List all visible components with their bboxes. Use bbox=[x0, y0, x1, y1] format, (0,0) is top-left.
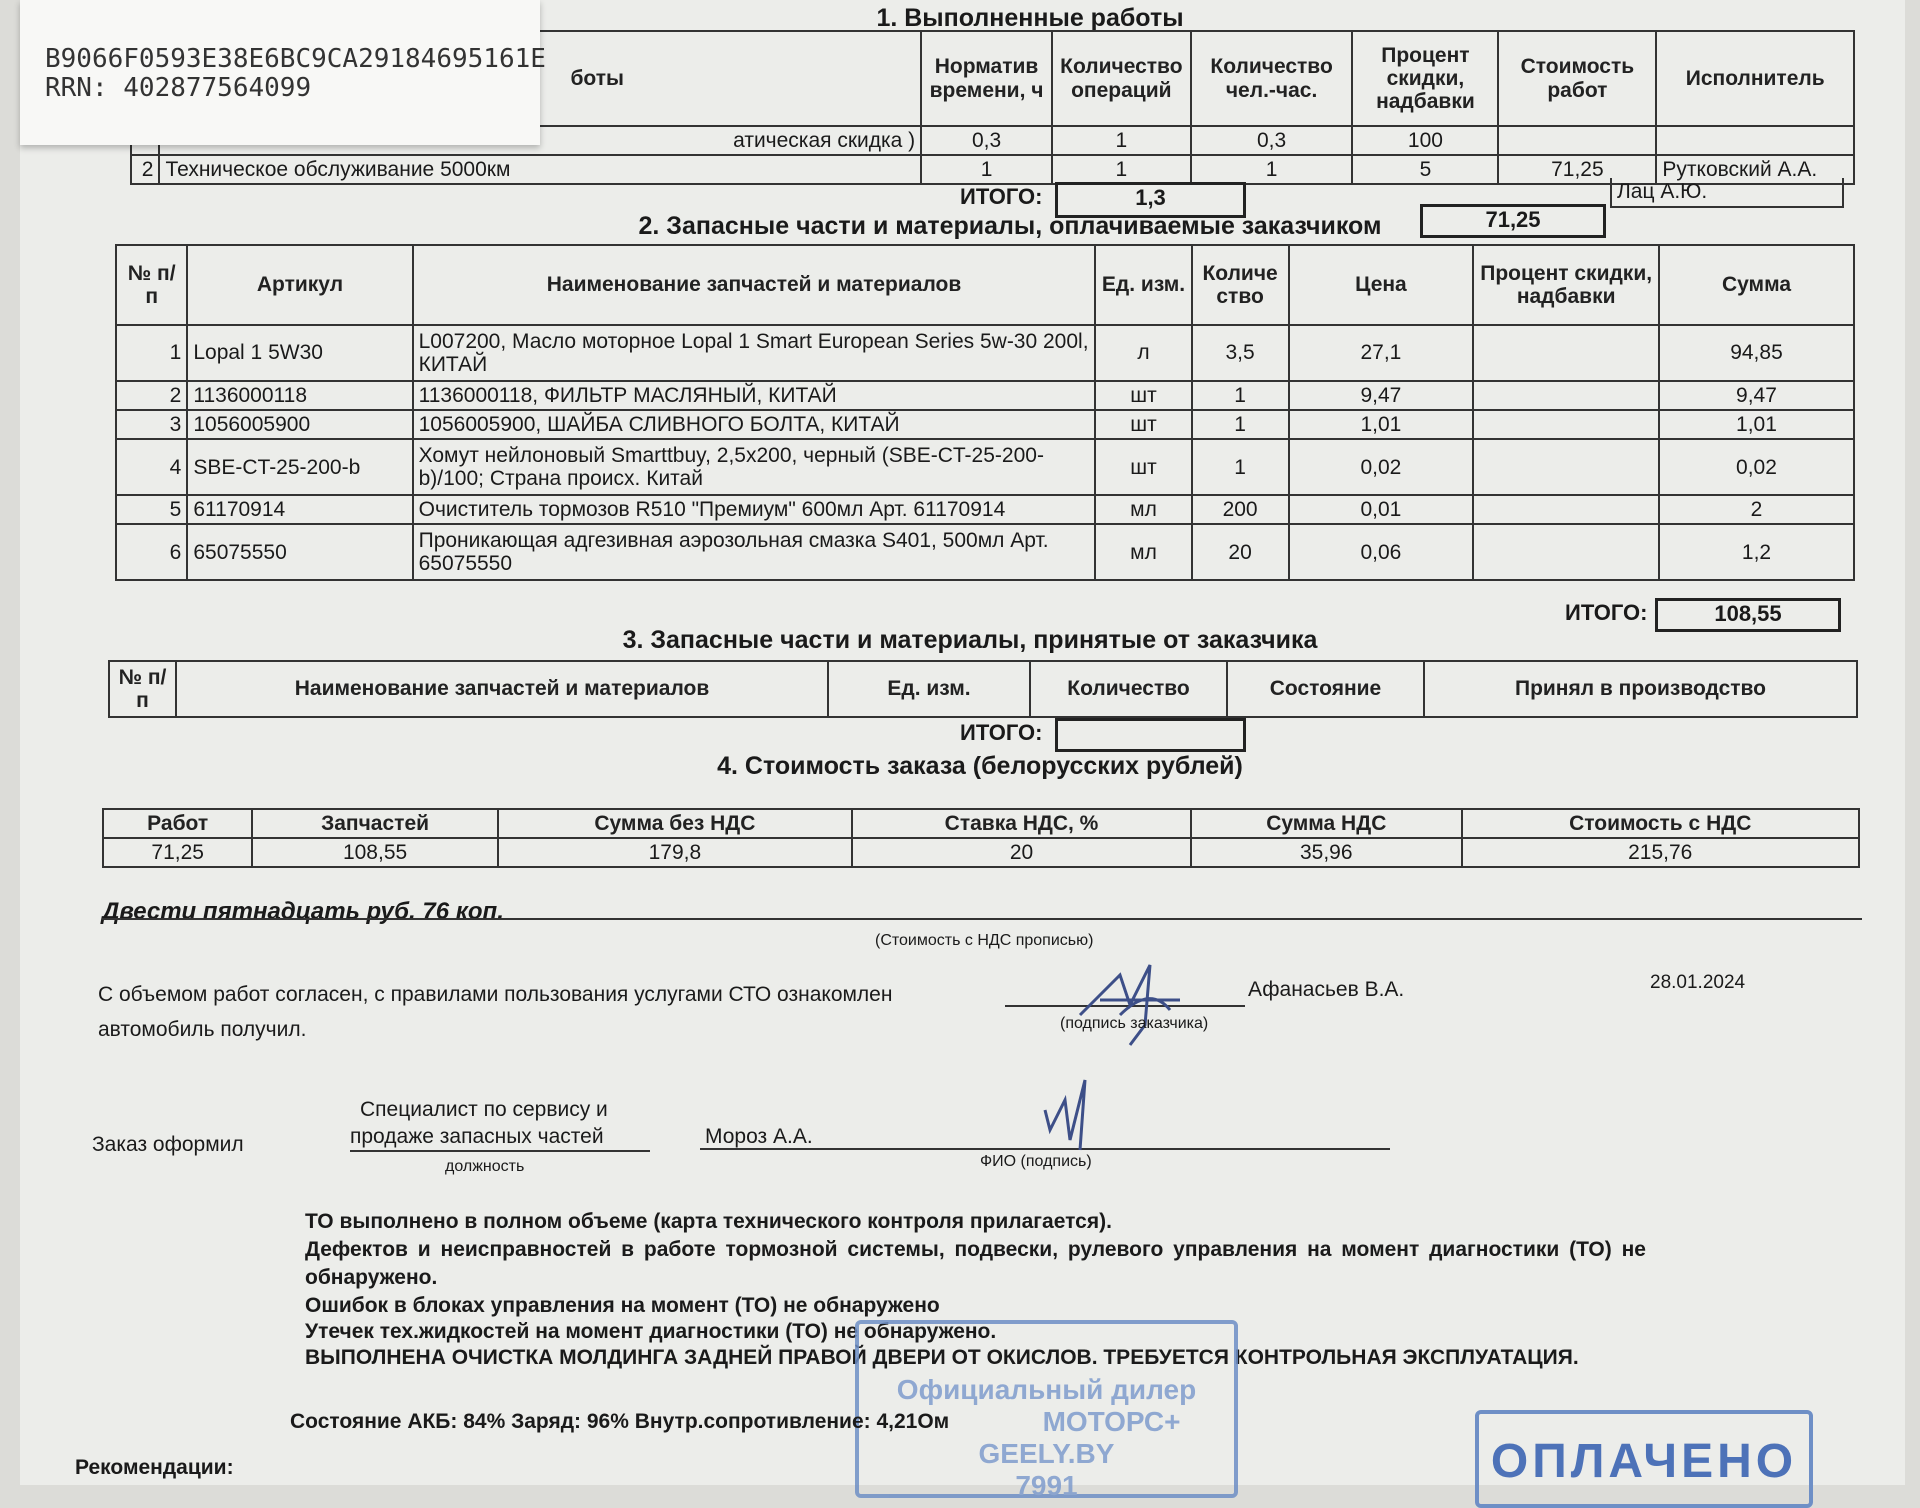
table-row: 6 65075550 Проникающая адгезивная аэрозольная смазка S401, 500мл Арт. 65075550 мл 20 0,06 1,2 bbox=[116, 524, 1854, 580]
issued-position-1: Специалист по сервису и bbox=[360, 1098, 608, 1121]
parts-header-qty: Количе ство bbox=[1192, 245, 1289, 325]
note-1: ТО выполнено в полном объеме (карта технического контроля прилагается). bbox=[305, 1210, 1112, 1233]
parts-header-name: Наименование запчастей и материалов bbox=[413, 245, 1096, 325]
receipt-line-2: RRN: 402877564099 bbox=[45, 72, 312, 103]
parts-table bbox=[115, 244, 1855, 581]
note-4: Ошибок в блоках управления на момент (ТО) не обнаружено bbox=[305, 1294, 940, 1317]
oc-header-sum: Сумма без НДС bbox=[498, 809, 852, 838]
oc-header-works: Работ bbox=[103, 809, 252, 838]
oc-header-total: Стоимость с НДС bbox=[1462, 809, 1860, 838]
cp-header-qty: Количество bbox=[1030, 661, 1227, 717]
works-header-ops: Количество операций bbox=[1052, 31, 1191, 126]
works-total-label: ИТОГО: bbox=[960, 184, 1043, 209]
works-total-cost: 71,25 bbox=[1420, 204, 1606, 238]
parts-header-num: № п/п bbox=[116, 245, 187, 325]
agreement-text-2: автомобиль получил. bbox=[98, 1018, 307, 1041]
issued-name: Мороз А.А. bbox=[705, 1125, 813, 1148]
dealer-stamp: Официальный дилер МОТОРС+ GEELY.BY 7991 bbox=[855, 1320, 1238, 1498]
table-row: 2 Техническое обслуживание 5000км 1 1 1 5 71,25 Рутковский А.А. bbox=[131, 155, 1854, 184]
parts-total: 108,55 bbox=[1655, 598, 1841, 632]
note-6: ВЫПОЛНЕНА ОЧИСТКА МОЛДИНГА ЗАДНЕЙ ПРАВОЙ ДВЕРИ ОТ ОКИСЛОВ. ТРЕБУЕТСЯ КОНТРОЛЬНАЯ ЭКСПЛУАТАЦИЯ. bbox=[305, 1346, 1579, 1369]
parts-header-discount: Процент скидки, надбавки bbox=[1473, 245, 1659, 325]
customer-signature bbox=[1060, 945, 1200, 1055]
cp-header-name: Наименование запчастей и материалов bbox=[176, 661, 828, 717]
amount-words: Двести пятнадцать руб. 76 коп. bbox=[102, 898, 504, 925]
position-caption: должность bbox=[445, 1158, 525, 1175]
table-row: 2 1136000118 1136000118, ФИЛЬТР МАСЛЯНЫЙ, КИТАЙ шт 1 9,47 9,47 bbox=[116, 381, 1854, 410]
parts-header-price: Цена bbox=[1289, 245, 1474, 325]
document-sheet bbox=[20, 0, 1905, 1501]
table-row: 3 1056005900 1056005900, ШАЙБА СЛИВНОГО БОЛТА, КИТАЙ шт 1 1,01 1,01 bbox=[116, 410, 1854, 439]
customer-name: Афанасьев В.А. bbox=[1248, 978, 1405, 1001]
sign-caption: (подпись заказчика) bbox=[1060, 1015, 1209, 1032]
works-header-name: боты bbox=[159, 31, 921, 126]
parts-header-sum: Сумма bbox=[1659, 245, 1854, 325]
table-row: 5 61170914 Очиститель тормозов R510 "Премиум" 600мл Арт. 61170914 мл 200 0,01 2 bbox=[116, 495, 1854, 524]
parts-header-unit: Ед. изм. bbox=[1095, 245, 1191, 325]
customer-parts-table bbox=[108, 660, 1858, 718]
amount-words-caption: (Стоимость с НДС прописью) bbox=[875, 932, 1094, 949]
recommendations-label: Рекомендации: bbox=[75, 1456, 234, 1479]
works-header-discount: Процент скидки, надбавки bbox=[1352, 31, 1498, 126]
receipt-line-1: B9066F0593E38E6BC9CA29184695161E bbox=[45, 44, 546, 74]
name-caption: ФИО (подпись) bbox=[980, 1153, 1092, 1170]
battery-status: Состояние АКБ: 84% Заряд: 96% Внутр.сопротивление: 4,21Ом bbox=[290, 1410, 950, 1433]
parts-total-label: ИТОГО: bbox=[1565, 600, 1648, 625]
issued-label: Заказ оформил bbox=[92, 1133, 244, 1156]
oc-header-vat-rate: Ставка НДС, % bbox=[852, 809, 1191, 838]
works-total-hours: 1,3 bbox=[1055, 182, 1246, 218]
works-header-cost: Стоимость работ bbox=[1498, 31, 1656, 126]
oc-header-parts: Запчастей bbox=[252, 809, 497, 838]
cp-header-unit: Ед. изм. bbox=[828, 661, 1030, 717]
paid-stamp: ОПЛАЧЕНО bbox=[1475, 1410, 1813, 1508]
order-cost-title: 4. Стоимость заказа (белорусских рублей) bbox=[717, 752, 1243, 780]
cp-header-num: № п/п bbox=[109, 661, 176, 717]
works-title: 1. Выполненные работы bbox=[876, 4, 1184, 32]
extra-executor: Лац А.Ю. bbox=[1610, 178, 1844, 208]
cp-header-state: Состояние bbox=[1227, 661, 1424, 717]
note-2: Дефектов и неисправностей в работе тормозной системы, подвески, рулевого управления на момент диагностики (ТО) не bbox=[305, 1238, 1646, 1261]
works-header-norm: Норматив времени, ч bbox=[921, 31, 1052, 126]
issued-position-2: продаже запасных частей bbox=[350, 1125, 604, 1148]
cp-total-label: ИТОГО: bbox=[960, 720, 1043, 745]
customer-parts-title: 3. Запасные части и материалы, принятые от заказчика bbox=[622, 626, 1318, 654]
table-row: 71,25 108,55 179,8 20 35,96 215,76 bbox=[103, 838, 1859, 867]
cp-header-accepted: Принял в производство bbox=[1424, 661, 1857, 717]
payment-receipt bbox=[20, 0, 546, 145]
issuer-signature bbox=[1035, 1070, 1105, 1160]
works-header-executor: Исполнитель bbox=[1656, 31, 1854, 126]
table-row: атическая скидка ) 0,3 1 0,3 100 bbox=[131, 126, 1854, 155]
note-5: Утечек тех.жидкостей на момент диагностики (ТО) не обнаружено. bbox=[305, 1320, 997, 1343]
table-row: 4 SBE-CT-25-200-b Хомут нейлоновый Smarttbuy, 2,5х200, черный (SBE-CT-25-200-b)/100; Страна происх. Китай шт 1 0,02 0,02 bbox=[116, 439, 1854, 495]
order-cost-table bbox=[102, 808, 1860, 868]
oc-header-vat-sum: Сумма НДС bbox=[1191, 809, 1461, 838]
note-3: обнаружено. bbox=[305, 1266, 438, 1289]
agreement-date: 28.01.2024 bbox=[1650, 972, 1746, 993]
agreement-text: С объемом работ согласен, с правилами пользования услугами СТО ознакомлен bbox=[98, 983, 893, 1006]
table-row: 1 Lopal 1 5W30 L007200, Масло моторное Lopal 1 Smart European Series 5w-30 200l, КИТАЙ л 3,5 27,1 94,85 bbox=[116, 325, 1854, 381]
cp-total-box bbox=[1055, 718, 1246, 752]
parts-title: 2. Запасные части и материалы, оплачиваемые заказчиком bbox=[638, 212, 1382, 240]
parts-header-article: Артикул bbox=[187, 245, 412, 325]
works-header-hours: Количество чел.-час. bbox=[1191, 31, 1353, 126]
